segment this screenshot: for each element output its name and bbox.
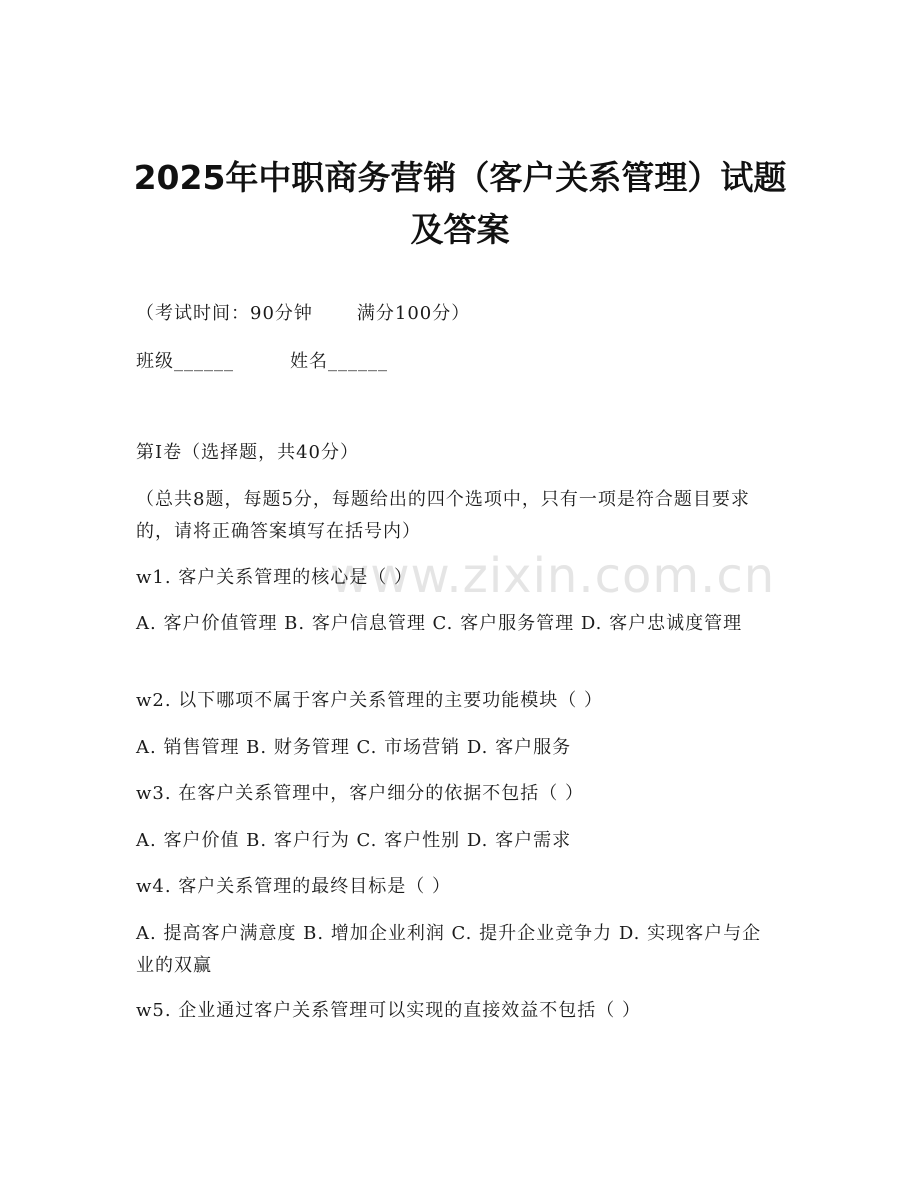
question-4-options: A. 提高客户满意度 B. 增加企业利润 C. 提升企业竞争力 D. 实现客户与企业的双赢 [136,923,762,976]
question-2-options: A. 销售管理 B. 财务管理 C. 市场营销 D. 客户服务 [136,737,572,758]
question-3-stem: w3. 在客户关系管理中，客户细分的依据不包括（ ） [136,783,585,804]
question-5-stem: w5. 企业通过客户关系管理可以实现的直接效益不包括（ ） [136,1000,642,1021]
title-line-1: 2025年中职商务营销（客户关系管理）试题 [133,158,787,197]
title-line-2: 及答案 [410,210,510,249]
watermark: www.zixin.com.cn [330,548,776,604]
question-2-stem: w2. 以下哪项不属于客户关系管理的主要功能模块（ ） [136,690,604,711]
question-4-stem: w4. 客户关系管理的最终目标是（ ） [136,876,452,897]
section-heading: 第Ⅰ卷（选择题，共40分） [136,442,360,463]
question-1-stem: w1. 客户关系管理的核心是（ ） [136,567,414,588]
class-field: 班级______ [136,351,234,372]
question-1-options: A. 客户价值管理 B. 客户信息管理 C. 客户服务管理 D. 客户忠诚度管理 [136,613,743,634]
section-instruction: （总共8题，每题5分，每题给出的四个选项中，只有一项是符合题目要求的，请将正确答案填写在括号内） [136,489,750,542]
exam-info [136,298,776,330]
full-score: 满分100分） [356,303,471,324]
document-title [120,152,800,256]
name-field: 姓名______ [290,351,388,372]
question-3-options: A. 客户价值 B. 客户行为 C. 客户性别 D. 客户需求 [136,830,572,851]
student-info [136,346,776,378]
exam-time: （考试时间：90分钟 [136,303,313,324]
